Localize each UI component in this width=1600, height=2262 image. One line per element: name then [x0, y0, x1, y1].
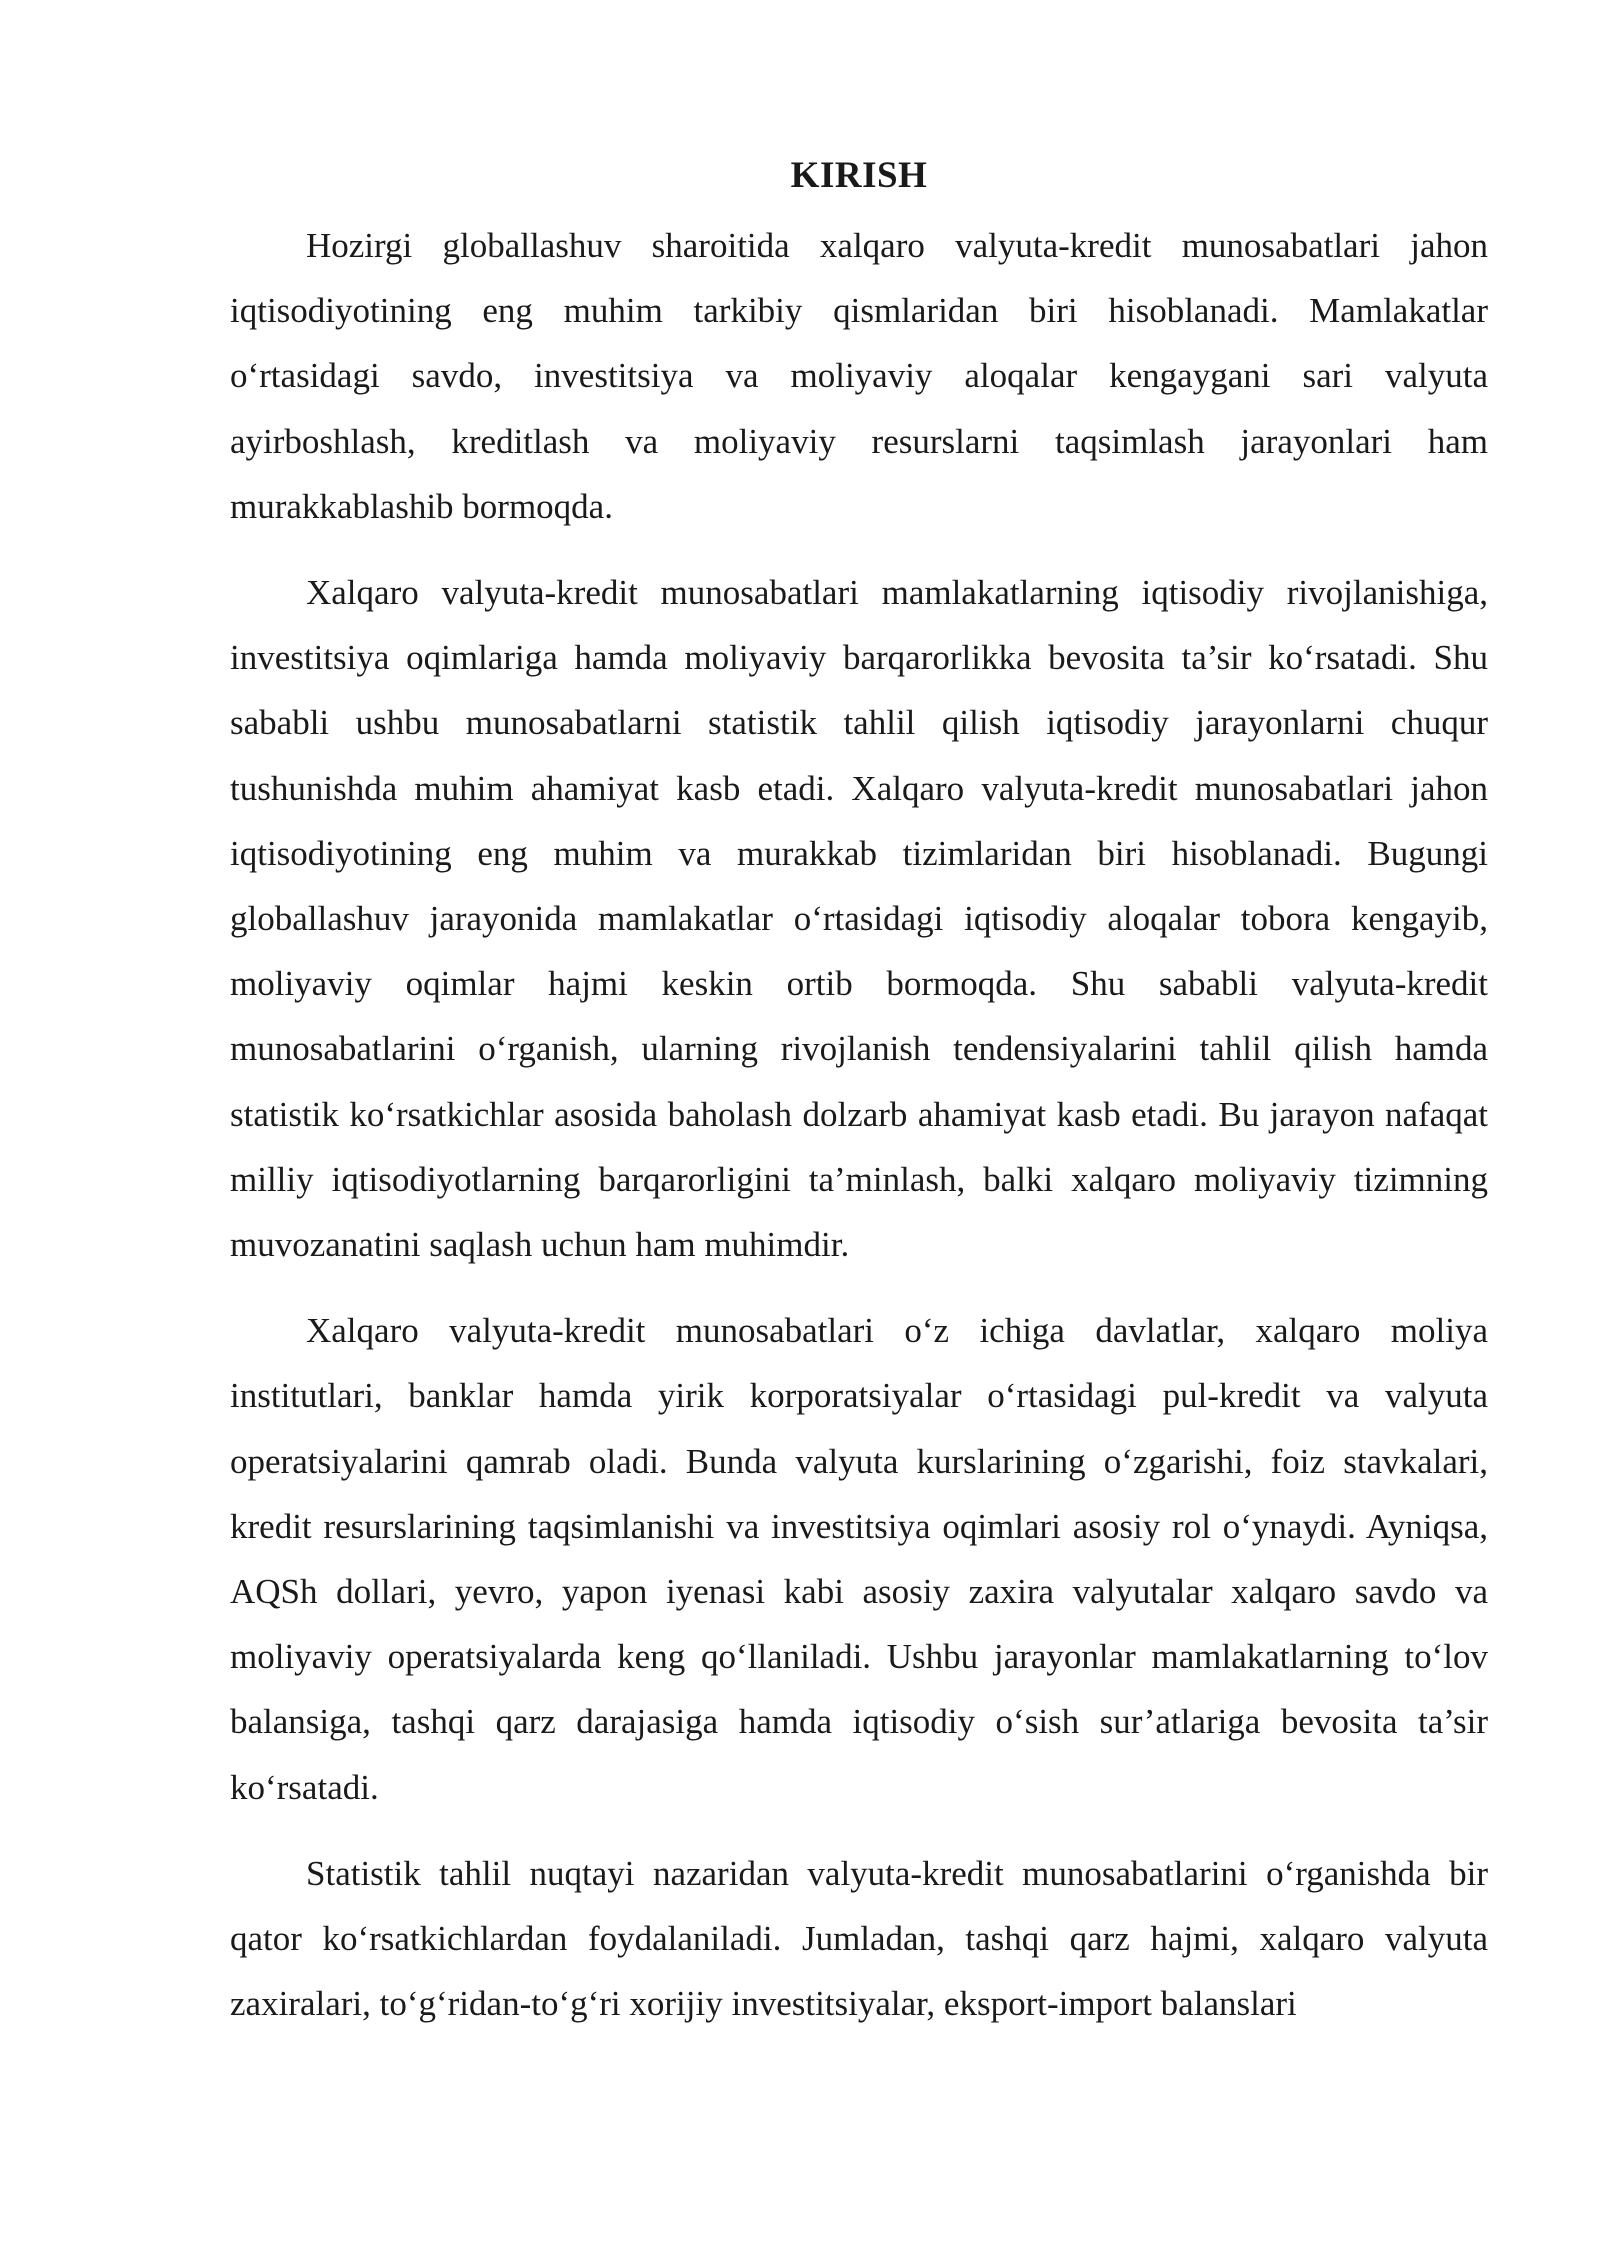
paragraph-1: Hozirgi globallashuv sharoitida xalqaro valyuta-kredit munosabatlari jahon iqtisodiyotining eng muhim tarkibiy qismlaridan biri hisoblanadi. Mamlakatlar o‘rtasidagi savdo, investitsiya va moliyaviy aloqalar kengaygani sari valyuta ayirboshlash, kreditlash va moliyaviy resurslarni taqsimlash jarayonlari ham murakkablashib bormoqda. — [230, 226, 1488, 526]
paragraph-3: Xalqaro valyuta-kredit munosabatlari o‘z ichiga davlatlar, xalqaro moliya institutlari, banklar hamda yirik korporatsiyalar o‘rtasidagi pul-kredit va valyuta operatsiyalarini qamrab oladi. Bunda valyuta kurslarining o‘zgarishi, foiz stavkalari, kredit resurslarining taqsimlanishi va investitsiya oqimlari asosiy rol o‘ynaydi. Ayniqsa, AQSh dollari, yevro, yapon iyenasi kabi asosiy zaxira valyutalar xalqaro savdo va moliyaviy operatsiyalarda keng qo‘llaniladi. Ushbu jarayonlar mamlakatlarning to‘lov balansiga, tashqi qarz darajasiga hamda iqtisodiy o‘sish sur’atlariga bevosita ta’sir ko‘rsatadi. — [230, 1311, 1488, 1807]
document-page — [230, 0, 1488, 2036]
paragraph-4: Statistik tahlil nuqtayi nazaridan valyuta-kredit munosabatlarini o‘rganishda bir qator ko‘rsatkichlardan foydalaniladi. Jumladan, tashqi qarz hajmi, xalqaro valyuta zaxiralari, to‘g‘ridan-to‘g‘ri xorijiy investitsiyalar, eksport-import balanslari — [230, 1853, 1488, 2024]
paragraph-2: Xalqaro valyuta-kredit munosabatlari mamlakatlarning iqtisodiy rivojlanishiga, investitsiya oqimlariga hamda moliyaviy barqarorlikka bevosita ta’sir ko‘rsatadi. Shu sababli ushbu munosabatlarni statistik tahlil qilish iqtisodiy jarayonlarni chuqur tushunishda muhim ahamiyat kasb etadi. Xalqaro valyuta-kredit munosabatlari jahon iqtisodiyotining eng muhim va murakkab tizimlaridan biri hisoblanadi. Bugungi globallashuv jarayonida mamlakatlar o‘rtasidagi iqtisodiy aloqalar tobora kengayib, moliyaviy oqimlar hajmi keskin ortib bormoqda. Shu sababli valyuta-kredit munosabatlarini o‘rganish, ularning rivojlanish tendensiyalarini tahlil qilish hamda statistik ko‘rsatkichlar asosida baholash dolzarb ahamiyat kasb etadi. Bu jarayon nafaqat milliy iqtisodiyotlarning barqarorligini ta’minlash, balki xalqaro moliyaviy tizimning muvozanatini saqlash uchun ham muhimdir. — [230, 573, 1488, 1265]
page-title: KIRISH — [790, 155, 928, 196]
